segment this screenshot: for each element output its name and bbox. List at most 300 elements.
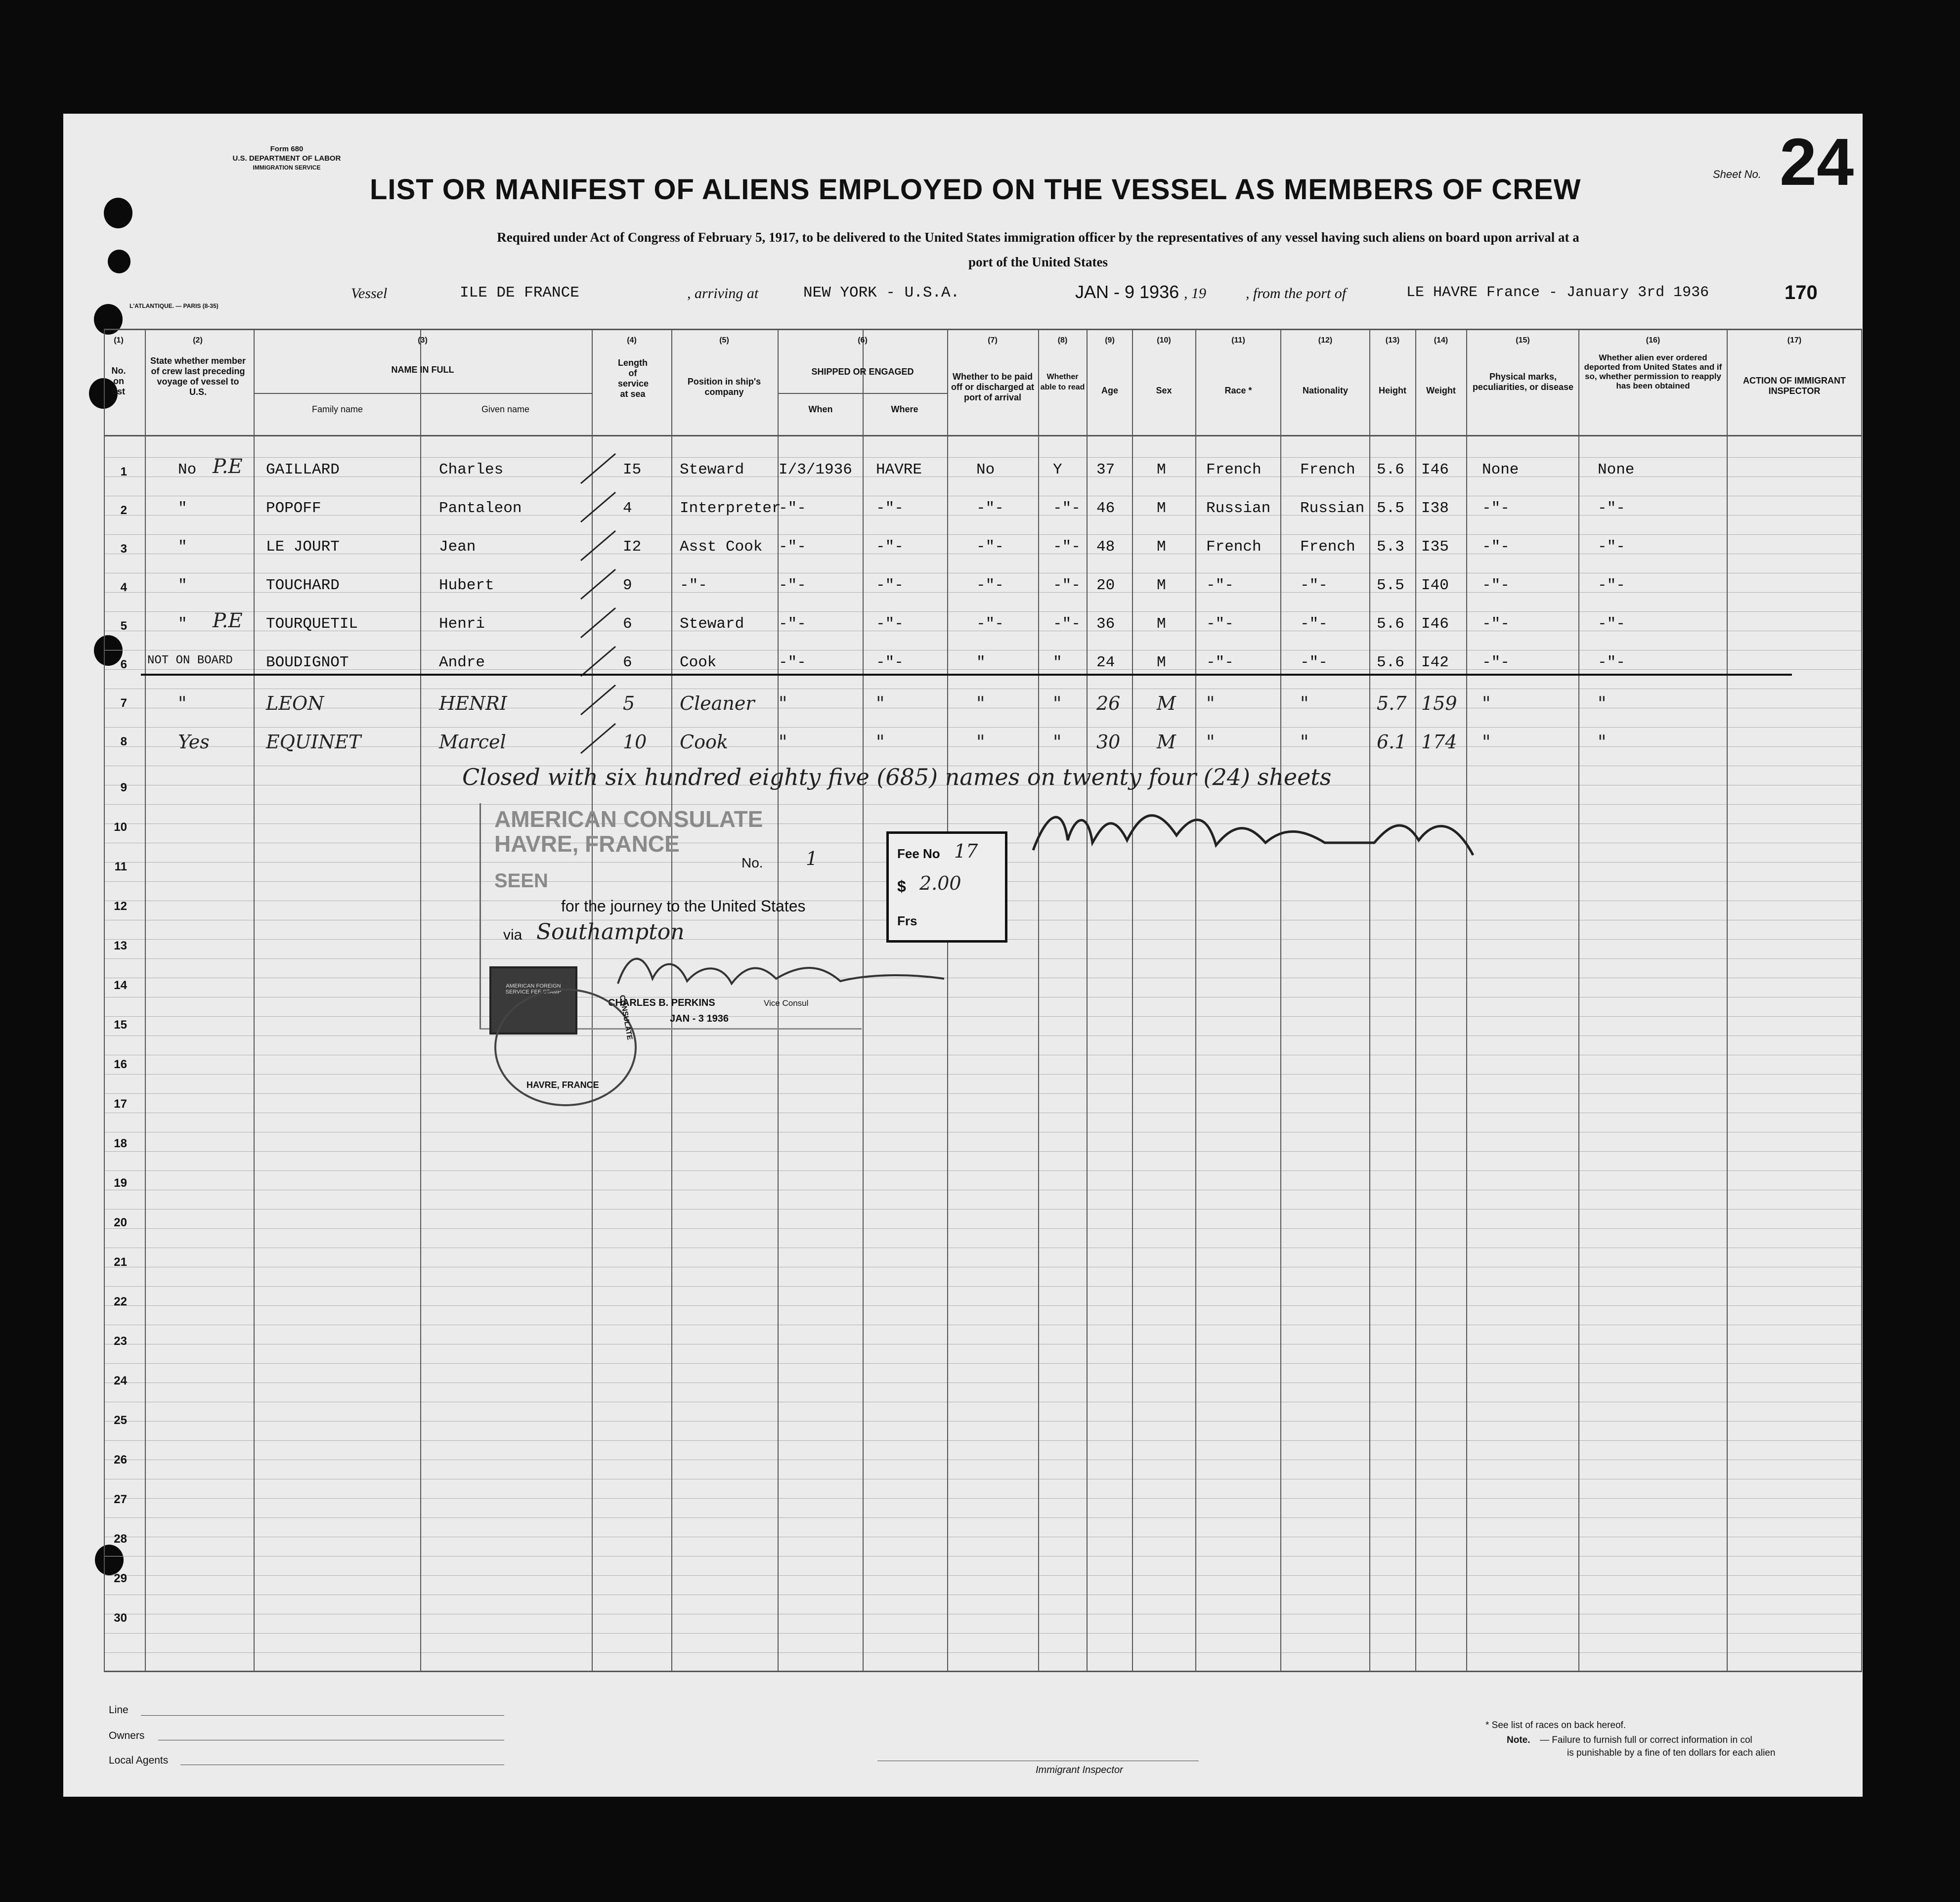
col-num-9: (9) bbox=[1105, 336, 1115, 345]
ruled-line bbox=[104, 1016, 1861, 1017]
row-number: 20 bbox=[114, 1216, 127, 1229]
shipped-where-cell: -"- bbox=[876, 500, 904, 517]
stamp-seen: SEEN bbox=[494, 870, 548, 892]
ruled-line bbox=[104, 727, 1861, 728]
stamp-city: HAVRE, FRANCE bbox=[494, 831, 680, 857]
year-label: , 19 bbox=[1184, 285, 1206, 302]
family-name-cell: LEON bbox=[266, 692, 324, 714]
stamp-officer-title: Vice Consul bbox=[764, 998, 809, 1008]
position-cell: Cook bbox=[680, 654, 717, 671]
row-number: 3 bbox=[120, 542, 127, 556]
stamp-no-value: 1 bbox=[806, 848, 818, 869]
age-cell: 36 bbox=[1096, 615, 1115, 633]
physical-marks-cell: -"- bbox=[1482, 538, 1510, 556]
race-cell: -"- bbox=[1206, 654, 1234, 671]
inspector-label: Immigrant Inspector bbox=[1036, 1765, 1123, 1775]
shipped-where-cell: " bbox=[876, 731, 885, 753]
nationality-cell: French bbox=[1300, 538, 1355, 556]
col-head-deported: Whether alien ever ordered deported from United States and if so, whether permission to reapply has been obtained bbox=[1584, 353, 1722, 390]
col-num-7: (7) bbox=[988, 336, 998, 345]
binder-hole bbox=[95, 1545, 124, 1575]
stamp-consulate: AMERICAN CONSULATE bbox=[494, 806, 763, 832]
col-num-4: (4) bbox=[627, 336, 637, 345]
able-to-read-cell: -"- bbox=[1053, 500, 1081, 517]
service-length-cell: 4 bbox=[623, 500, 632, 517]
col-head-inspector-action: ACTION OF IMMIGRANT INSPECTOR bbox=[1743, 376, 1846, 396]
col-head-height: Height bbox=[1379, 386, 1406, 395]
family-name-cell: POPOFF bbox=[266, 500, 321, 517]
physical-marks-cell: -"- bbox=[1482, 615, 1510, 633]
shipped-where-cell: " bbox=[876, 692, 885, 714]
position-cell: Interpreter bbox=[680, 500, 781, 517]
row-number: 18 bbox=[114, 1137, 127, 1150]
service-length-cell: 6 bbox=[623, 654, 632, 671]
sex-cell: M bbox=[1157, 692, 1176, 714]
row-number: 12 bbox=[114, 900, 127, 913]
col-head-weight: Weight bbox=[1426, 386, 1456, 395]
able-to-read-cell: " bbox=[1053, 731, 1062, 753]
deported-cell: " bbox=[1598, 692, 1607, 714]
race-cell: " bbox=[1206, 692, 1215, 714]
column-divider bbox=[1038, 329, 1039, 1672]
shipped-when-cell: -"- bbox=[779, 538, 806, 556]
header-bottom-rule bbox=[104, 435, 1861, 436]
column-divider bbox=[1087, 329, 1088, 1672]
col-num-1: (1) bbox=[114, 336, 124, 345]
check-tick-mark bbox=[576, 683, 620, 717]
arrival-date: JAN - 9 1936 bbox=[1075, 282, 1179, 302]
stamp-date: JAN - 3 1936 bbox=[670, 1013, 729, 1024]
shipped-when-cell: " bbox=[779, 692, 787, 714]
nationality-cell: -"- bbox=[1300, 654, 1328, 671]
col-num-13: (13) bbox=[1385, 336, 1400, 345]
position-cell: Cook bbox=[680, 731, 728, 753]
annotation-cell: P.E bbox=[213, 609, 243, 632]
departure-port: LE HAVRE France - January 3rd 1936 bbox=[1406, 284, 1709, 301]
check-tick-mark bbox=[576, 528, 620, 563]
shipped-where-cell: HAVRE bbox=[876, 461, 922, 478]
col-num-8: (8) bbox=[1057, 336, 1068, 345]
row-number: 10 bbox=[114, 821, 127, 834]
subtitle-line2: port of the United States bbox=[968, 255, 1108, 269]
ruled-line bbox=[104, 804, 1861, 805]
ruled-line bbox=[104, 1305, 1861, 1306]
form-number: Form 680 bbox=[270, 145, 304, 153]
paid-off-cell: -"- bbox=[976, 577, 1004, 594]
race-cell: -"- bbox=[1206, 615, 1234, 633]
row-number: 14 bbox=[114, 979, 127, 992]
paid-off-cell: -"- bbox=[976, 500, 1004, 517]
weight-cell: I40 bbox=[1421, 577, 1449, 594]
race-cell: Russian bbox=[1206, 500, 1271, 517]
table-bottom-rule bbox=[104, 1671, 1861, 1672]
previous-voyage-cell: " bbox=[178, 577, 187, 594]
col-num-15: (15) bbox=[1516, 336, 1530, 345]
race-cell: French bbox=[1206, 538, 1262, 556]
physical-marks-cell: " bbox=[1482, 731, 1491, 753]
paid-off-cell: " bbox=[976, 654, 986, 671]
row-number: 28 bbox=[114, 1532, 127, 1546]
row-number: 13 bbox=[114, 939, 127, 952]
column-divider bbox=[1578, 329, 1579, 1672]
nationality-cell: " bbox=[1300, 692, 1309, 714]
table-top-rule bbox=[104, 329, 1861, 330]
nationality-cell: -"- bbox=[1300, 577, 1328, 594]
shipped-when-cell: I/3/1936 bbox=[779, 461, 852, 478]
row-number: 2 bbox=[120, 504, 127, 517]
subtitle-line1: Required under Act of Congress of February 5, 1917, to be delivered to the United States immigration officer by the representatives of any vessel having such aliens on board upon arrival at a bbox=[497, 230, 1579, 245]
closing-note: Closed with six hundred eighty five (685) names on twenty four (24) sheets bbox=[462, 764, 1332, 790]
previous-voyage-cell: Yes bbox=[178, 731, 210, 753]
ruled-line bbox=[104, 1209, 1861, 1210]
row-number: 30 bbox=[114, 1611, 127, 1625]
ruled-line bbox=[104, 611, 1861, 612]
able-to-read-cell: -"- bbox=[1053, 538, 1081, 556]
col-head-service: Length of service at sea bbox=[618, 358, 649, 399]
row-number: 4 bbox=[120, 581, 127, 594]
position-cell: Steward bbox=[680, 615, 744, 633]
given-name-cell: Charles bbox=[439, 461, 504, 478]
col-head-nationality: Nationality bbox=[1302, 386, 1348, 395]
row-number: 29 bbox=[114, 1572, 127, 1585]
fee-amount-value: 2.00 bbox=[919, 872, 961, 894]
fee-frs-label: Frs bbox=[897, 913, 917, 928]
fee-no-value: 17 bbox=[954, 840, 978, 862]
given-name-cell: Andre bbox=[439, 654, 485, 671]
col-num-14: (14) bbox=[1434, 336, 1448, 345]
col-head-read: Whether able to read bbox=[1040, 373, 1085, 391]
row-number: 11 bbox=[114, 860, 127, 873]
deported-cell: -"- bbox=[1598, 538, 1625, 556]
given-name-cell: Hubert bbox=[439, 577, 494, 594]
shipped-when-cell: -"- bbox=[779, 577, 806, 594]
deported-cell: -"- bbox=[1598, 577, 1625, 594]
age-cell: 30 bbox=[1096, 731, 1121, 753]
sex-cell: M bbox=[1157, 615, 1166, 633]
paid-off-cell: -"- bbox=[976, 615, 1004, 633]
footer-agents-label: Local Agents bbox=[109, 1755, 169, 1766]
row-number: 23 bbox=[114, 1335, 127, 1348]
column-divider bbox=[1132, 329, 1133, 1672]
row-number: 9 bbox=[120, 781, 127, 794]
paid-off-cell: -"- bbox=[976, 538, 1004, 556]
position-cell: -"- bbox=[680, 577, 707, 594]
ruled-line bbox=[104, 1151, 1861, 1152]
inspector-signature bbox=[1028, 796, 1503, 860]
shipped-when-cell: " bbox=[779, 731, 787, 753]
service-length-cell: I2 bbox=[623, 538, 642, 556]
col-head-physical-marks: Physical marks, peculiarities, or disease bbox=[1472, 372, 1574, 392]
shipped-where-cell: -"- bbox=[876, 654, 904, 671]
ruled-line bbox=[104, 1633, 1861, 1634]
deported-cell: -"- bbox=[1598, 500, 1625, 517]
column-divider bbox=[420, 329, 421, 1672]
weight-cell: I42 bbox=[1421, 654, 1449, 671]
fee-no-label: Fee No bbox=[897, 846, 940, 861]
sex-cell: M bbox=[1157, 538, 1166, 556]
row-number: 16 bbox=[114, 1058, 127, 1071]
service-length-cell: I5 bbox=[623, 461, 642, 478]
ruled-line bbox=[104, 1575, 1861, 1576]
row-number: 22 bbox=[114, 1295, 127, 1308]
check-tick-mark bbox=[576, 490, 620, 524]
age-cell: 37 bbox=[1096, 461, 1115, 478]
note-line1: — Failure to furnish full or correct information in col bbox=[1540, 1735, 1752, 1745]
row-number: 1 bbox=[120, 465, 127, 478]
height-cell: 6.1 bbox=[1377, 731, 1407, 753]
able-to-read-cell: " bbox=[1053, 654, 1062, 671]
ruled-line bbox=[104, 1652, 1861, 1653]
nationality-cell: " bbox=[1300, 731, 1309, 753]
row-number: 21 bbox=[114, 1255, 127, 1269]
shipped-where-cell: -"- bbox=[876, 538, 904, 556]
race-cell: -"- bbox=[1206, 577, 1234, 594]
height-cell: 5.6 bbox=[1377, 461, 1404, 478]
check-tick-mark bbox=[576, 721, 620, 756]
height-cell: 5.5 bbox=[1377, 500, 1404, 517]
position-cell: Asst Cook bbox=[680, 538, 763, 556]
group-header-rule bbox=[778, 393, 947, 394]
race-cell: French bbox=[1206, 461, 1262, 478]
col-num-10: (10) bbox=[1157, 336, 1171, 345]
weight-cell: I38 bbox=[1421, 500, 1449, 517]
family-name-cell: BOUDIGNOT bbox=[266, 654, 349, 671]
height-cell: 5.3 bbox=[1377, 538, 1404, 556]
page-counter: 170 bbox=[1785, 282, 1818, 303]
family-name-cell: LE JOURT bbox=[266, 538, 340, 556]
sex-cell: M bbox=[1157, 577, 1166, 594]
ruled-line bbox=[104, 823, 1861, 824]
col-head-name: NAME IN FULL bbox=[391, 365, 454, 375]
family-name-cell: TOUCHARD bbox=[266, 577, 340, 594]
binder-hole bbox=[104, 198, 132, 228]
group-header-rule bbox=[254, 393, 592, 394]
deported-cell: " bbox=[1598, 731, 1607, 753]
sex-cell: M bbox=[1157, 500, 1166, 517]
paid-off-cell: " bbox=[976, 692, 985, 714]
col-head-where: Where bbox=[891, 404, 918, 414]
service: IMMIGRATION SERVICE bbox=[253, 164, 321, 171]
ruled-line bbox=[104, 1170, 1861, 1171]
stamp-via-label: via bbox=[503, 927, 523, 943]
height-cell: 5.5 bbox=[1377, 577, 1404, 594]
physical-marks-cell: -"- bbox=[1482, 500, 1510, 517]
check-tick-mark bbox=[576, 451, 620, 486]
row-6-strikethrough bbox=[141, 674, 1792, 676]
physical-marks-cell: None bbox=[1482, 461, 1519, 478]
previous-voyage-cell: " bbox=[178, 692, 187, 714]
ruled-line bbox=[104, 1440, 1861, 1441]
position-cell: Steward bbox=[680, 461, 744, 478]
department: U.S. DEPARTMENT OF LABOR bbox=[232, 154, 341, 163]
age-cell: 46 bbox=[1096, 500, 1115, 517]
nationality-cell: Russian bbox=[1300, 500, 1365, 517]
row-number: 6 bbox=[120, 658, 127, 671]
shipped-when-cell: -"- bbox=[779, 500, 806, 517]
service-length-cell: 6 bbox=[623, 615, 632, 633]
column-divider bbox=[1861, 329, 1862, 1672]
weight-cell: I46 bbox=[1421, 615, 1449, 633]
col-head-when: When bbox=[808, 404, 833, 414]
previous-voyage-cell: No bbox=[178, 461, 197, 478]
annotation-cell: P.E bbox=[213, 455, 243, 478]
col-num-11: (11) bbox=[1231, 336, 1245, 345]
ruled-line bbox=[104, 1498, 1861, 1499]
column-divider bbox=[1466, 329, 1467, 1672]
family-name-cell: TOURQUETIL bbox=[266, 615, 358, 633]
col-head-previous-voyage: State whether member of crew last preceding voyage of vessel to U.S. bbox=[150, 356, 246, 397]
column-divider bbox=[1727, 329, 1728, 1672]
check-tick-mark bbox=[576, 605, 620, 640]
vessel-name: ILE DE FRANCE bbox=[460, 284, 579, 302]
row-number: 19 bbox=[114, 1176, 127, 1190]
previous-voyage-cell: NOT ON BOARD bbox=[147, 654, 233, 667]
given-name-cell: HENRI bbox=[439, 692, 507, 714]
col-num-16: (16) bbox=[1646, 336, 1660, 345]
footer-owners-label: Owners bbox=[109, 1730, 145, 1741]
shipped-where-cell: -"- bbox=[876, 577, 904, 594]
ruled-line bbox=[104, 1421, 1861, 1422]
shipped-where-cell: -"- bbox=[876, 615, 904, 633]
col-head-no: No. on list bbox=[111, 366, 126, 396]
page-title: LIST OR MANIFEST OF ALIENS EMPLOYED ON THE VESSEL AS MEMBERS OF CREW bbox=[370, 173, 1581, 206]
col-num-5: (5) bbox=[719, 336, 729, 345]
row-number: 25 bbox=[114, 1414, 127, 1427]
weight-cell: I35 bbox=[1421, 538, 1449, 556]
footer-line-field bbox=[141, 1715, 504, 1716]
height-cell: 5.7 bbox=[1377, 692, 1407, 714]
col-head-given-name: Given name bbox=[481, 404, 530, 414]
footer-line-label: Line bbox=[109, 1704, 129, 1716]
height-cell: 5.6 bbox=[1377, 654, 1404, 671]
row-number: 5 bbox=[120, 619, 127, 633]
ruled-line bbox=[104, 1074, 1861, 1075]
seal-text: HAVRE, FRANCE bbox=[526, 1080, 599, 1090]
col-head-family-name: Family name bbox=[311, 404, 363, 414]
seal-top-text: CONSULATE bbox=[617, 994, 634, 1041]
arriving-label: , arriving at bbox=[687, 285, 759, 302]
row-number: 17 bbox=[114, 1097, 127, 1111]
col-num-17: (17) bbox=[1787, 336, 1802, 345]
previous-voyage-cell: " bbox=[178, 615, 187, 633]
stamp-journey: for the journey to the United States bbox=[561, 897, 806, 915]
races-note: * See list of races on back hereof. bbox=[1485, 1720, 1626, 1730]
row-number: 26 bbox=[114, 1453, 127, 1467]
column-divider bbox=[104, 329, 105, 1672]
deported-cell: -"- bbox=[1598, 654, 1625, 671]
column-divider bbox=[1369, 329, 1370, 1672]
column-divider bbox=[1280, 329, 1281, 1672]
column-divider bbox=[1195, 329, 1196, 1672]
col-head-position: Position in ship's company bbox=[687, 377, 761, 397]
physical-marks-cell: -"- bbox=[1482, 654, 1510, 671]
height-cell: 5.6 bbox=[1377, 615, 1404, 633]
given-name-cell: Marcel bbox=[439, 731, 506, 753]
row-number: 8 bbox=[120, 735, 127, 748]
age-cell: 48 bbox=[1096, 538, 1115, 556]
row-number: 24 bbox=[114, 1374, 127, 1387]
col-head-sex: Sex bbox=[1156, 386, 1172, 395]
shipped-when-cell: -"- bbox=[779, 654, 806, 671]
age-cell: 26 bbox=[1096, 692, 1121, 714]
fee-amount-label: $ bbox=[897, 877, 906, 895]
deported-cell: None bbox=[1598, 461, 1635, 478]
printer-mark: L'ATLANTIQUE. — PARIS (8-35) bbox=[130, 303, 218, 309]
physical-marks-cell: -"- bbox=[1482, 577, 1510, 594]
able-to-read-cell: Y bbox=[1053, 461, 1062, 478]
previous-voyage-cell: " bbox=[178, 500, 187, 517]
service-length-cell: 5 bbox=[623, 692, 635, 714]
deported-cell: -"- bbox=[1598, 615, 1625, 633]
row-number: 27 bbox=[114, 1493, 127, 1506]
previous-voyage-cell: " bbox=[178, 538, 187, 556]
ruled-line bbox=[104, 1093, 1861, 1094]
note-line2: is punishable by a fine of ten dollars for each alien bbox=[1567, 1748, 1776, 1758]
form-identity bbox=[213, 144, 361, 173]
position-cell: Cleaner bbox=[680, 692, 755, 714]
given-name-cell: Pantaleon bbox=[439, 500, 522, 517]
weight-cell: 174 bbox=[1421, 731, 1457, 753]
sheet-label: Sheet No. bbox=[1713, 168, 1761, 180]
col-num-12: (12) bbox=[1318, 336, 1333, 345]
col-num-3: (3) bbox=[418, 336, 428, 345]
note-label: Note. bbox=[1507, 1735, 1530, 1745]
binder-hole bbox=[108, 250, 131, 273]
row-number: 15 bbox=[114, 1018, 127, 1032]
stamp-via-value: Southampton bbox=[536, 919, 685, 945]
able-to-read-cell: -"- bbox=[1053, 615, 1081, 633]
col-num-2: (2) bbox=[193, 336, 203, 345]
revenue-stamp-text: AMERICAN FOREIGN SERVICE FEE STAMP bbox=[505, 983, 562, 995]
row-number: 7 bbox=[120, 696, 127, 710]
shipped-when-cell: -"- bbox=[779, 615, 806, 633]
column-divider bbox=[1415, 329, 1416, 1672]
age-cell: 20 bbox=[1096, 577, 1115, 594]
service-length-cell: 9 bbox=[623, 577, 632, 594]
ruled-line bbox=[104, 534, 1861, 535]
nationality-cell: French bbox=[1300, 461, 1355, 478]
weight-cell: 159 bbox=[1421, 692, 1457, 714]
stamp-officer: CHARLES B. PERKINS bbox=[608, 997, 715, 1008]
consul-signature bbox=[613, 944, 949, 1003]
sex-cell: M bbox=[1157, 461, 1166, 478]
stamp-no-label: No. bbox=[741, 855, 763, 870]
physical-marks-cell: " bbox=[1482, 692, 1491, 714]
able-to-read-cell: -"- bbox=[1053, 577, 1081, 594]
ruled-line bbox=[104, 1286, 1861, 1287]
col-head-paid-off: Whether to be paid off or discharged at port of arrival bbox=[951, 372, 1035, 402]
check-tick-mark bbox=[576, 567, 620, 602]
given-name-cell: Henri bbox=[439, 615, 485, 633]
col-head-shipped: SHIPPED OR ENGAGED bbox=[811, 367, 914, 377]
vessel-label: Vessel bbox=[351, 285, 388, 302]
nationality-cell: -"- bbox=[1300, 615, 1328, 633]
ruled-line bbox=[104, 1363, 1861, 1364]
ruled-line bbox=[104, 457, 1861, 458]
service-length-cell: 10 bbox=[623, 731, 647, 753]
from-port-label: , from the port of bbox=[1246, 285, 1347, 302]
age-cell: 24 bbox=[1096, 654, 1115, 671]
paid-off-cell: " bbox=[976, 731, 985, 753]
arrival-port: NEW YORK - U.S.A. bbox=[803, 284, 960, 302]
column-divider bbox=[145, 329, 146, 1672]
able-to-read-cell: " bbox=[1053, 692, 1062, 714]
ruled-line bbox=[104, 958, 1861, 959]
sex-cell: M bbox=[1157, 654, 1166, 671]
family-name-cell: GAILLARD bbox=[266, 461, 340, 478]
family-name-cell: EQUINET bbox=[266, 731, 361, 753]
given-name-cell: Jean bbox=[439, 538, 476, 556]
